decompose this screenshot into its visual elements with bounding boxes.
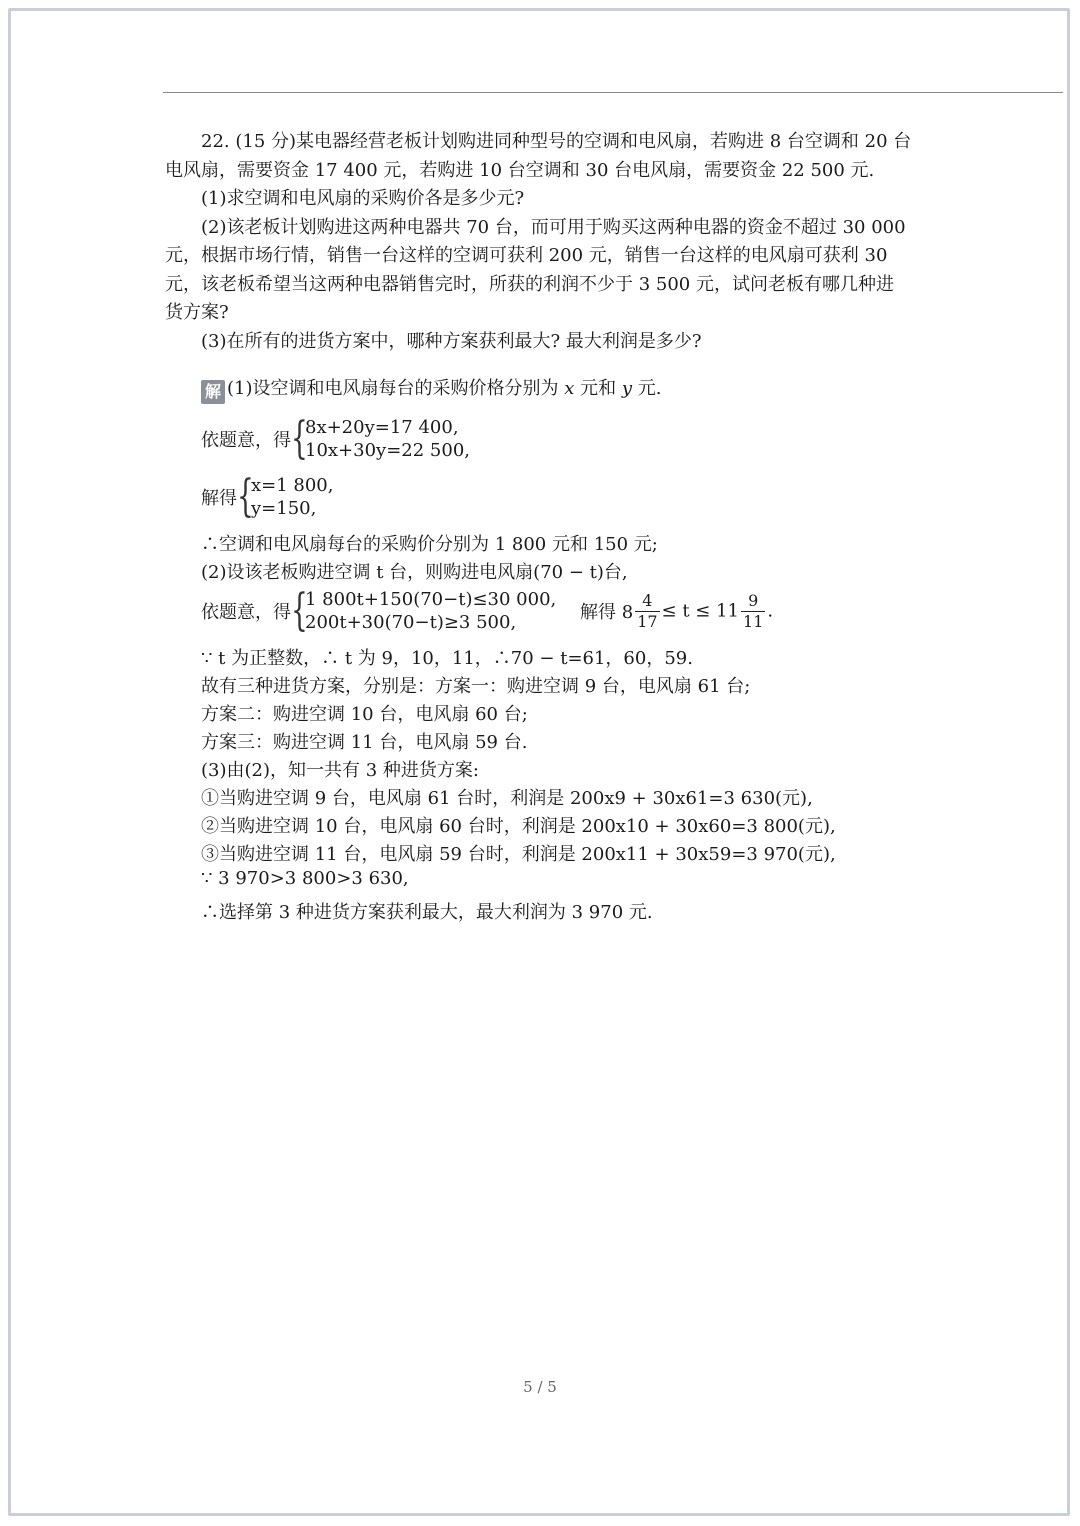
solution-step-1-mid: 元和	[574, 378, 622, 399]
solution-step-1-text: (1)设空调和电风扇每台的采购价格分别为	[227, 378, 565, 399]
header-rule	[163, 92, 1063, 93]
equation-system	[201, 413, 470, 464]
question-part-2-line-c: 元，该老板希望当这两种电器销售完时，所获的利润不少于 3 500 元，试问老板有哪几种进	[165, 273, 894, 295]
solution-step-1-end: 元.	[632, 378, 662, 399]
inequality-end: .	[767, 600, 774, 622]
fraction-denominator: 17	[637, 611, 658, 631]
var-y: y	[621, 378, 632, 399]
solution-step-2: (2)设该老板购进空调 t 台，则购进电风扇(70 − t)台,	[201, 562, 628, 583]
solution-y: y=150,	[251, 498, 317, 519]
solve-intro: 解得	[201, 488, 237, 509]
question-block	[165, 128, 925, 356]
equation-intro: 依题意，得	[201, 430, 291, 451]
plans-intro: 故有三种进货方案，分别是：方案一：购进空调 9 台，电风扇 61 台;	[201, 676, 751, 697]
solution-x: x=1 800,	[251, 475, 334, 496]
inequality-middle: ≤ t ≤ 11	[661, 600, 740, 622]
solution-badge: 解	[201, 380, 225, 404]
plan-2: 方案二：购进空调 10 台，电风扇 60 台;	[201, 704, 528, 725]
question-line-1: 22. (15 分)某电器经营老板计划购进同种型号的空调和电风扇，若购进 8 台空调和 20 台	[201, 131, 912, 152]
inequality-solve-text: 解得 8	[580, 602, 634, 623]
var-x: x	[564, 378, 575, 399]
inequality-intro: 依题意，得	[201, 602, 291, 623]
left-brace-icon: {	[291, 413, 308, 464]
question-part-2-line-d: 货方案?	[165, 302, 229, 323]
plan-3: 方案三：购进空调 11 台，电风扇 59 台.	[201, 732, 528, 753]
conclusion-1: ∴空调和电风扇每台的采购价分别为 1 800 元和 150 元;	[201, 534, 658, 555]
fraction-denominator: 11	[743, 611, 764, 631]
fraction-numerator: 9	[741, 591, 765, 612]
fraction-4-17	[635, 591, 659, 632]
inequality-system	[201, 585, 774, 636]
question-line-2: 电风扇，需要资金 17 400 元，若购进 10 台空调和 30 台电风扇，需要资金 22 500 元.	[165, 159, 875, 181]
profit-case-1: ①当购进空调 9 台，电风扇 61 台时，利润是 200x9 + 30x61=3 630(元),	[201, 788, 813, 809]
profit-case-3: ③当购进空调 11 台，电风扇 59 台时，利润是 200x11 + 30x59=3 970(元),	[201, 844, 836, 865]
left-brace-icon: {	[237, 471, 254, 522]
profit-comparison: ∵ 3 970>3 800>3 630,	[201, 868, 409, 889]
question-part-1: (1)求空调和电风扇的采购价各是多少元?	[201, 188, 525, 209]
equation-2: 10x+30y=22 500,	[305, 440, 470, 461]
fraction-9-11	[741, 591, 765, 632]
profit-case-2: ②当购进空调 10 台，电风扇 60 台时，利润是 200x10 + 30x60=3 800(元),	[201, 816, 836, 837]
question-part-2-line-b: 元，根据市场行情，销售一台这样的空调可获利 200 元，销售一台这样的电风扇可获利 30	[165, 245, 888, 266]
equation-1: 8x+20y=17 400,	[305, 417, 459, 438]
inequality-1: 1 800t+150(70−t)≤30 000,	[305, 589, 557, 610]
page-number: 5 / 5	[523, 1378, 557, 1396]
solution-step-1	[201, 374, 661, 404]
inequality-2: 200t+30(70−t)≥3 500,	[305, 612, 517, 633]
question-part-2-line-a: (2)该老板计划购进这两种电器共 70 台，而可用于购买这两种电器的资金不超过 30 000	[201, 216, 906, 238]
solution-brace-group	[237, 471, 334, 522]
equation-brace-group	[291, 413, 470, 464]
question-part-3: (3)在所有的进货方案中，哪种方案获利最大? 最大利润是多少?	[201, 330, 702, 352]
left-brace-icon: {	[291, 585, 308, 636]
solution-step-3: (3)由(2)，知一共有 3 种进货方案:	[201, 760, 479, 781]
solution-system	[201, 471, 334, 522]
integer-values-line: ∵ t 为正整数，∴ t 为 9，10，11，∴70 − t=61，60，59.	[201, 648, 693, 669]
fraction-numerator: 4	[635, 591, 659, 612]
inequality-brace-group	[291, 585, 557, 636]
final-answer: ∴选择第 3 种进货方案获利最大，最大利润为 3 970 元.	[201, 902, 653, 923]
